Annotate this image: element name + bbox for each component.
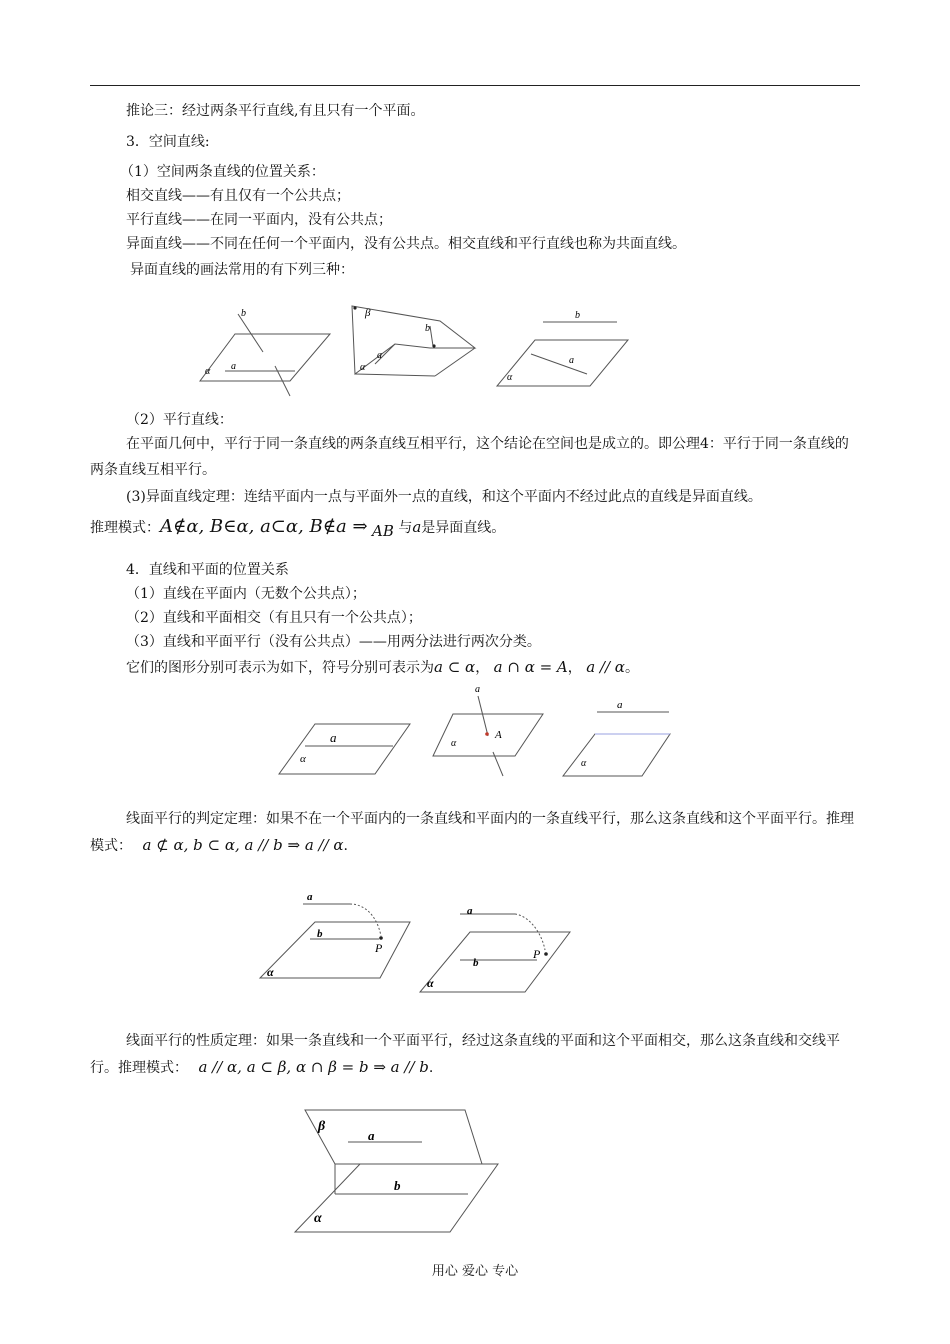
label-alpha-par: α — [581, 758, 587, 769]
label-b-2: b — [425, 323, 430, 334]
plane-edge-2 — [355, 374, 435, 376]
label-A: A — [495, 729, 502, 741]
inference-pattern-1: 推理模式：A∉α, B∈α, a⊂α, B∉a ⇒ AB 与a是异面直线。 — [90, 516, 506, 540]
subsection-2: （2）平行直线： — [126, 412, 233, 428]
skew-lines: 异面直线——不同在任何一个平面内，没有公共点。相交直线和平行直线也称为共面直线。 — [126, 236, 686, 252]
line-plane-figures — [275, 680, 675, 780]
label-alpha-cross: α — [451, 738, 457, 749]
label-b-c1: b — [317, 928, 323, 940]
axiom-4-paragraph: 在平面几何中，平行于同一条直线的两条直线互相平行，这个结论在空间也是成立的。即公理4：平行于同一条直线的两条直线互相平行。 — [90, 436, 849, 478]
label-alpha-prop: α — [314, 1211, 322, 1226]
point-A — [485, 732, 489, 736]
intersecting-lines: 相交直线——有且仅有一个公共点； — [126, 188, 350, 204]
header-rule — [90, 85, 860, 86]
parallel-lines: 平行直线——在同一平面内，没有公共点； — [126, 212, 392, 228]
label-alpha-3: α — [507, 372, 513, 383]
label-b-1: b — [241, 308, 246, 319]
plane-edge-2b — [435, 348, 475, 376]
skew-lines-figures — [195, 296, 635, 400]
plane-alpha-c1 — [260, 922, 410, 978]
label-alpha-2: α — [360, 362, 366, 373]
label-a-in: a — [330, 730, 337, 745]
label-beta-prop: β — [318, 1119, 326, 1134]
criterion-figures — [255, 886, 585, 998]
label-b-3: b — [575, 310, 580, 321]
label-a-prop: a — [368, 1128, 375, 1143]
label-a-3: a — [569, 355, 574, 366]
subsection-1: （1）空间两条直线的位置关系： — [120, 164, 325, 180]
plane-alpha-3 — [497, 340, 628, 386]
label-P-c1: P — [375, 941, 383, 955]
plane-alpha-in — [279, 724, 410, 774]
symbol-representation: 它们的图形分别可表示为如下，符号分别可表示为a ⊂ α， a ∩ α = A， a // α。 — [126, 658, 639, 676]
plane-alpha-1 — [200, 334, 330, 381]
parallel-property: 线面平行的性质定理：如果一条直线和一个平面平行，经过这条直线的平面和这个平面相交，那么这条直线和交线平行。推理模式： a // α, a ⊂ β, α ∩ β = b ⇒ a // b. — [90, 1033, 840, 1076]
section-3-heading: 3．空间直线: — [126, 134, 210, 150]
label-P-c2: P — [533, 947, 541, 961]
corollary-three: 推论三：经过两条平行直线,有且只有一个平面。 — [126, 103, 425, 119]
parallel-criterion: 线面平行的判定定理：如果不在一个平面内的一条直线和平面内的一条直线平行，那么这条直线和这个平面平行。推理模式： a ⊄ α, b ⊂ α, a // b ⇒ a // α. — [90, 811, 854, 854]
line-parallel-plane: （3）直线和平面平行（没有公共点）——用两分法进行两次分类。 — [126, 634, 541, 650]
arc-c1 — [350, 904, 381, 936]
label-alpha-1: α — [205, 366, 211, 377]
label-beta-2: β — [365, 307, 371, 319]
label-a-1: a — [231, 361, 236, 372]
label-a-par: a — [617, 699, 623, 711]
label-alpha-in: α — [300, 753, 306, 765]
label-alpha-c2: α — [427, 976, 434, 990]
label-b-c2: b — [473, 957, 479, 969]
skew-theorem: (3)异面直线定理：连结平面内一点与平面外一点的直线，和这个平面内不经过此点的直线是异面直线。 — [126, 489, 762, 505]
line-in-plane: （1）直线在平面内（无数个公共点）； — [126, 586, 366, 602]
plane-alpha-par — [563, 734, 670, 776]
page-footer: 用心 爱心 专心 — [431, 1264, 519, 1279]
label-alpha-c1: α — [267, 965, 274, 979]
line-b-1 — [238, 314, 263, 352]
line-a-3 — [531, 354, 587, 374]
line-intersects-plane: （2）直线和平面相交（有且只有一个公共点）； — [126, 610, 422, 626]
label-a-c2: a — [467, 905, 473, 917]
plane-alpha-prop — [295, 1164, 498, 1232]
label-a-2: a — [377, 350, 382, 361]
line-b-2 — [430, 326, 433, 346]
skew-drawing-intro: 异面直线的画法常用的有下列三种： — [130, 262, 354, 278]
label-a-cross: a — [475, 684, 480, 695]
label-b-prop: b — [394, 1178, 401, 1193]
property-figure — [290, 1108, 505, 1238]
label-a-c1: a — [307, 891, 313, 903]
plane-beta — [305, 1110, 482, 1164]
section-4-heading: 4．直线和平面的位置关系 — [126, 562, 289, 578]
line-a-cross — [478, 696, 488, 736]
plane-alpha-c2 — [420, 932, 570, 992]
